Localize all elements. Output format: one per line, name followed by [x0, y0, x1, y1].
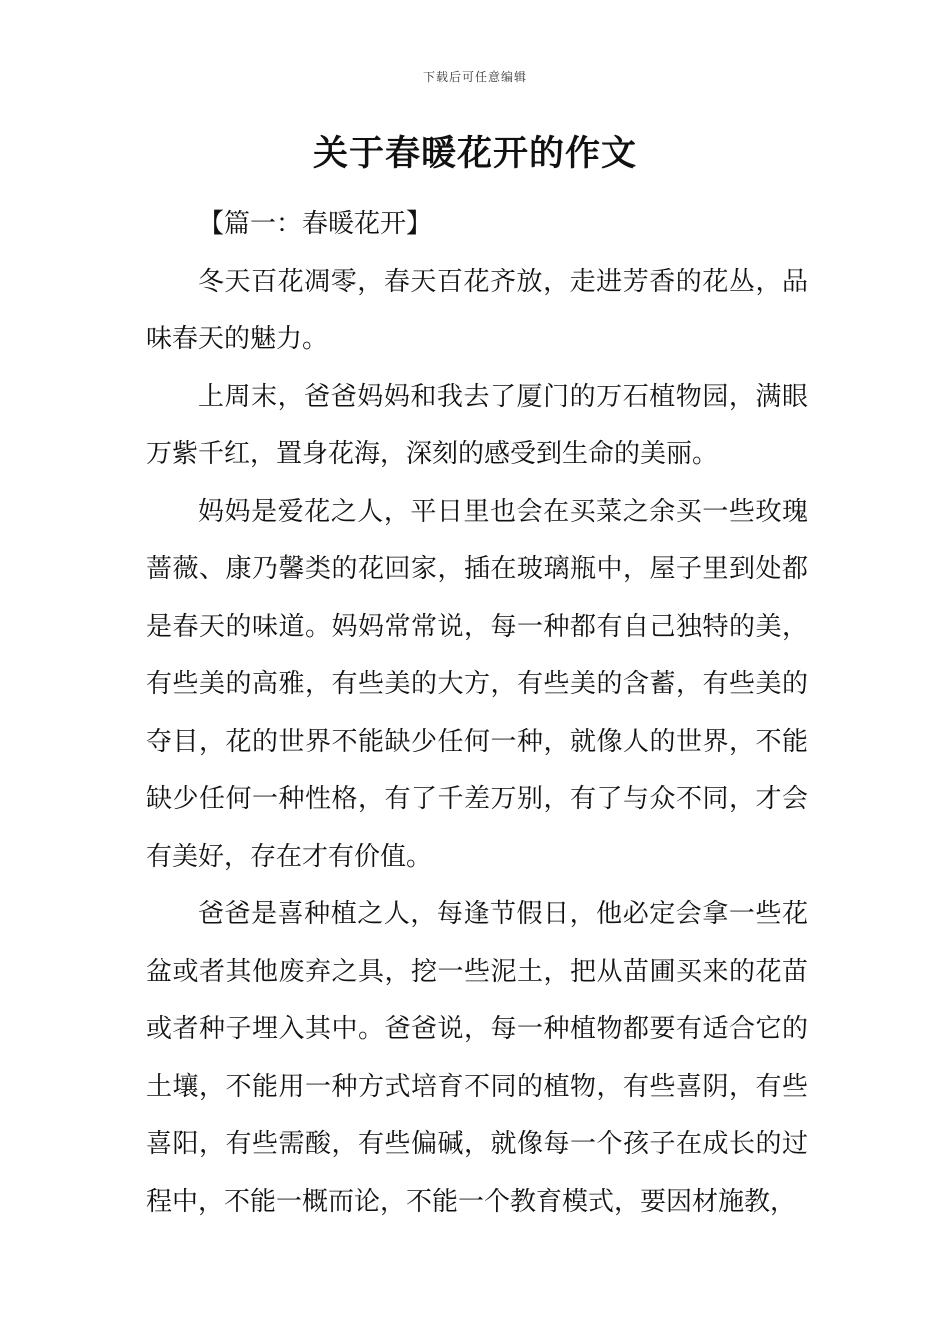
document-title: 关于春暖花开的作文	[312, 134, 637, 174]
document-body	[146, 196, 808, 1231]
section-heading: 【篇一：春暖花开】	[198, 209, 433, 239]
header-note: 下载后可任意编辑	[422, 70, 527, 84]
paragraph: 爸爸是喜种植之人，每逢节假日，他必定会拿一些花盆或者其他废弃之具，挖一些泥土，把从苗圃买来的花苗或者种子埋入其中。爸爸说，每一种植物都要有适合它的土壤，不能用一种方式培育不同的植物，有些喜阴，有些喜阳，有些需酸，有些偏碱，就像每一个孩子在成长的过程中，不能一概而论，不能一个教育模式，要因材施教，	[146, 899, 808, 1217]
paragraph: 妈妈是爱花之人，平日里也会在买菜之余买一些玫瑰蔷薇、康乃馨类的花回家，插在玻璃瓶中，屋子里到处都是春天的味道。妈妈常常说，每一种都有自己独特的美，有些美的高雅，有些美的大方，有些美的含蓄，有些美的夺目，花的世界不能缺少任何一种，就像人的世界，不能缺少任何一种性格，有了千差万别，有了与众不同，才会有美好，存在才有价值。	[146, 496, 808, 872]
paragraph: 冬天百花凋零，春天百花齐放，走进芳香的花丛，品味春天的魅力。	[146, 266, 808, 354]
paragraph: 上周末，爸爸妈妈和我去了厦门的万石植物园，满眼万紫千红，置身花海，深刻的感受到生命的美丽。	[146, 381, 808, 469]
